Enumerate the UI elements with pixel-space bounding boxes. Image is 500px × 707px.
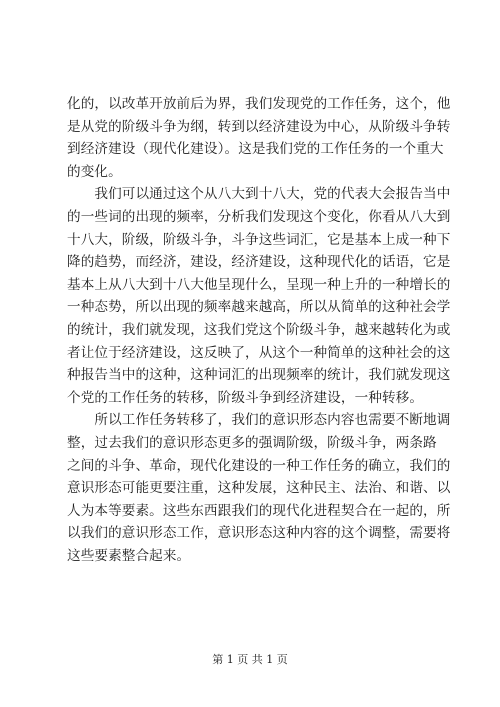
- text-line: 的一些词的出现的频率，分析我们发现这个变化，你看从八大到: [67, 208, 451, 225]
- text-line: 我们可以通过这个从八大到十八大，党的代表大会报告当中: [67, 186, 451, 203]
- text-line: 基本上从八大到十八大他呈现什么，呈现一种上升的一种增长的: [67, 276, 451, 293]
- text-line: 意识形态可能更要注重，这种发展，这种民主、法治、和谐、以: [67, 480, 451, 497]
- text-line: 之间的斗争、革命，现代化建设的一种工作任务的确立，我们的: [67, 457, 451, 474]
- paragraph-3: [67, 409, 451, 567]
- text-line: 降的趋势，而经济，建设，经济建设，这种现代化的话语，它是: [67, 254, 451, 271]
- text-line: 到经济建设（现代化建设）。这是我们党的工作任务的一个重大: [67, 141, 444, 158]
- text-line: 种报告当中的这种，这种词汇的出现频率的统计，我们就发现这: [67, 367, 451, 384]
- text-line: 这些要素整合起来。: [67, 547, 191, 564]
- paragraph-2: [67, 183, 451, 409]
- text-line: 人为本等要素。这些东西跟我们的现代化进程契合在一起的，所: [67, 502, 451, 519]
- text-line: 的变化。: [67, 163, 122, 180]
- text-line: 十八大，阶级，阶级斗争，斗争这些词汇，它是基本上成一种下: [67, 231, 451, 248]
- text-line: 是从党的阶级斗争为纲，转到以经济建设为中心，从阶级斗争转: [67, 118, 451, 135]
- text-line: 个党的工作任务的转移，阶级斗争到经济建设，一种转移。: [67, 389, 424, 406]
- text-line: 所以工作任务转移了，我们的意识形态内容也需要不断地调: [67, 412, 451, 429]
- text-line: 者让位于经济建设，这反映了，从这个一种简单的这种社会的这: [67, 344, 451, 361]
- text-line: 整，过去我们的意识形态更多的强调阶级，阶级斗争，两条路: [67, 434, 437, 451]
- text-line: 化的，以改革开放前后为界，我们发现党的工作任务，这个，他: [67, 96, 451, 112]
- document-body: [67, 93, 451, 567]
- text-line: 以我们的意识形态工作，意识形态这种内容的这个调整，需要将: [67, 525, 451, 542]
- paragraph-1: [67, 93, 451, 183]
- page-footer: 第 1 页 共 1 页: [212, 653, 288, 666]
- text-line: 的统计，我们就发现，这我们党这个阶级斗争，越来越转化为或: [67, 321, 451, 338]
- text-line: 一种态势，所以出现的频率越来越高，所以从简单的这种社会学: [67, 299, 451, 316]
